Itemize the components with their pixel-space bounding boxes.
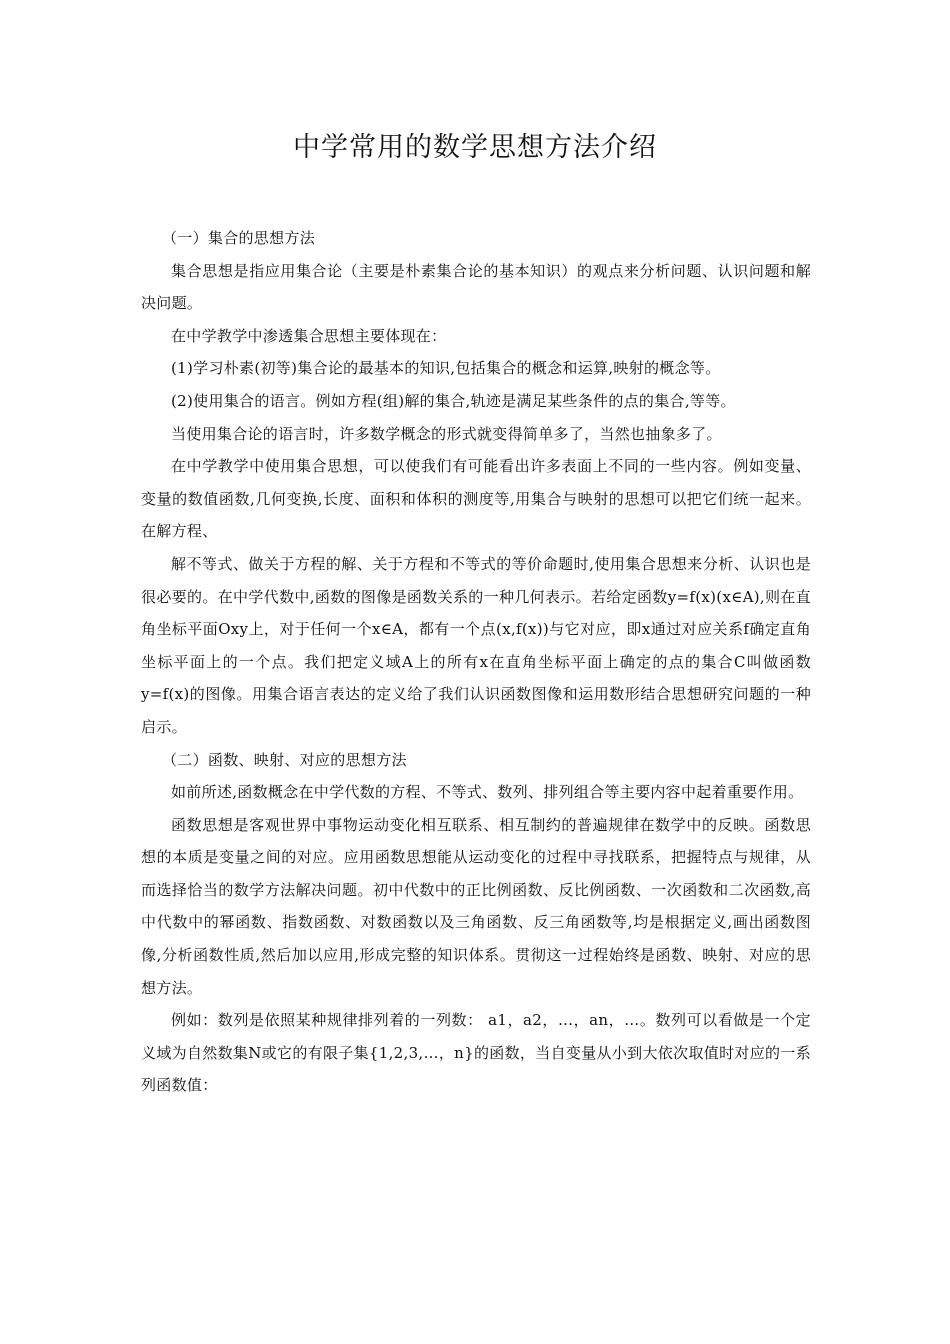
paragraph: 函数思想是客观世界中事物运动变化相互联系、相互制约的普遍规律在数学中的反映。函数思想的本质是变量之间的对应。应用函数思想能从运动变化的过程中寻找联系，把握特点与规律，从而选择恰当的数学方法解决问题。初中代数中的正比例函数、反比例函数、一次函数和二次函数,高中代数中的幂函数、指数函数、对数函数以及三角函数、反三角函数等,均是根据定义,画出函数图像,分析函数性质,然后加以应用,形成完整的知识体系。贯彻这一过程始终是函数、映射、对应的思想方法。 xyxy=(141,815,811,997)
list-item: (2)使用集合的语言。例如方程(组)解的集合,轨迹是满足某些条件的点的集合,等等。 xyxy=(171,391,736,410)
document-title: 中学常用的数学思想方法介绍 xyxy=(293,132,657,163)
paragraph: 集合思想是指应用集合论（主要是朴素集合论的基本知识）的观点来分析问题、认识问题和解决问题。 xyxy=(141,261,811,313)
section-heading-sets: （一）集合的思想方法 xyxy=(162,229,316,247)
list-item: (1)学习朴素(初等)集合论的最基本的知识,包括集合的概念和运算,映射的概念等。 xyxy=(171,359,721,378)
paragraph: 例如：数列是依照某种规律排列着的一列数： a1，a2，…，an，…。数列可以看做是一个定义域为自然数集N或它的有限子集{1,2,3,…，n}的函数，当自变量从小到大依次取值时对应的一系列函数值： xyxy=(141,1011,811,1095)
document-body xyxy=(141,222,811,1102)
section-heading-functions: （二）函数、映射、对应的思想方法 xyxy=(162,750,407,769)
paragraph: 当使用集合论的语言时，许多数学概念的形式就变得简单多了，当然也抽象多了。 xyxy=(171,424,722,443)
paragraph: 解不等式、做关于方程的解、关于方程和不等式的等价命题时,使用集合思想来分析、认识也是很必要的。在中学代数中,函数的图像是函数关系的一种几何表示。若给定函数y=f(x)(x∈A),则在直角坐标平面Oxy上，对于任何一个x∈A，都有一个点(x,f(x))与它对应，即x通过对应关系f确定直角坐标平面上的一个点。我们把定义域A上的所有x在直角坐标平面上确定的点的集合C叫做函数y=f(x)的图像。用集合语言表达的定义给了我们认识函数图像和运用数形结合思想研究问题的一种启示。 xyxy=(141,554,811,736)
paragraph: 在中学教学中使用集合思想，可以使我们有可能看出许多表面上不同的一些内容。例如变量、变量的数值函数,几何变换,长度、面积和体积的测度等,用集合与映射的思想可以把它们统一起来。在解方程、 xyxy=(141,457,811,541)
paragraph: 如前所述,函数概念在中学代数的方程、不等式、数列、排列组合等主要内容中起着重要作用。 xyxy=(171,783,804,802)
paragraph: 在中学教学中渗透集合思想主要体现在： xyxy=(171,326,447,345)
